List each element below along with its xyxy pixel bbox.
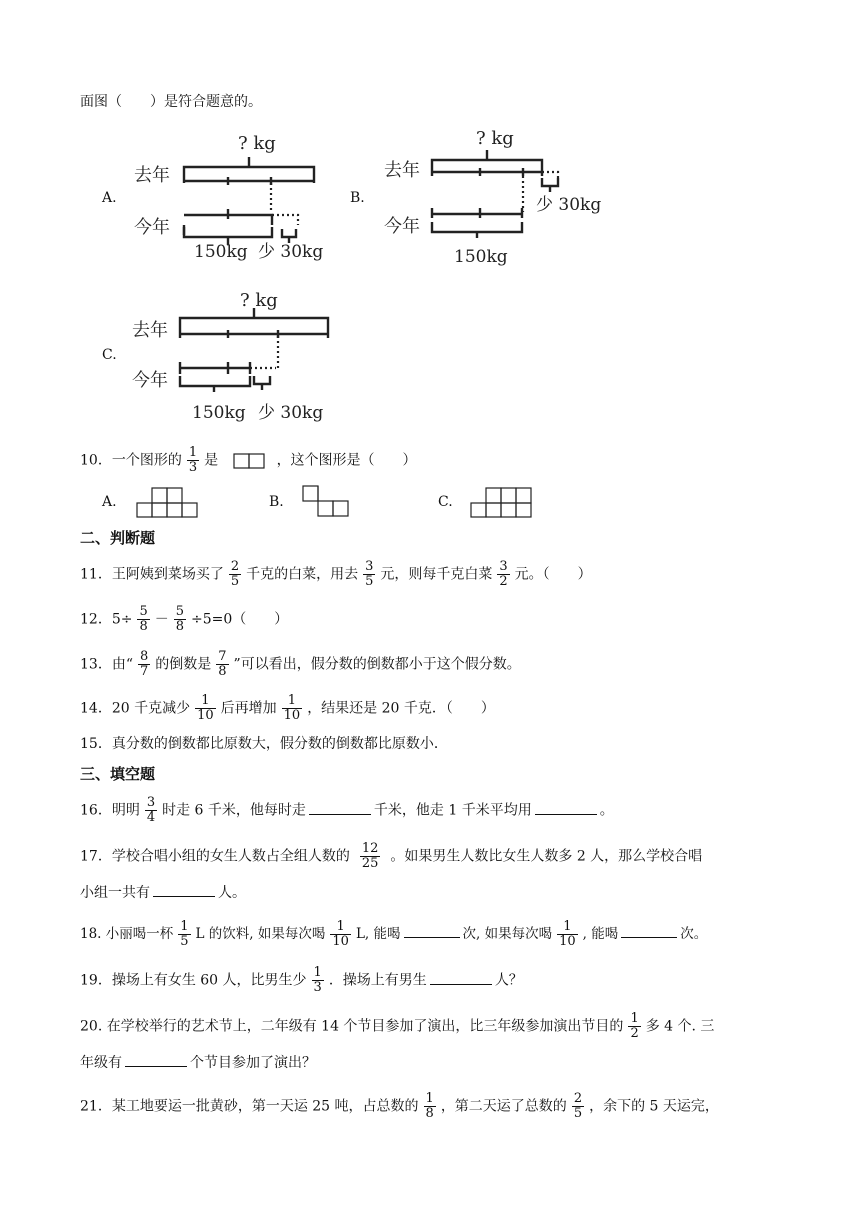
q20-answer-blank[interactable] — [125, 1052, 187, 1067]
q17-line-2 — [80, 882, 246, 903]
frac-den: 2 — [499, 574, 508, 589]
frac-num: 1 — [630, 1011, 639, 1026]
q19-text-1: 19．操场上有女生 60 人，比男生少 — [80, 972, 307, 989]
q20-text-4: 个节目参加了演出？ — [190, 1055, 316, 1071]
q16-answer-blank-1[interactable] — [309, 800, 371, 815]
q19-line — [80, 966, 523, 995]
frac-num: 1 — [425, 1091, 434, 1106]
frac-den: 8 — [175, 619, 185, 634]
q17-fraction-1 — [360, 842, 381, 871]
frac-num: 1 — [336, 919, 345, 934]
q10-option-a-label[interactable]: A. — [102, 494, 117, 510]
q14-text-1: 14．20 千克减少 — [80, 700, 191, 717]
q12-line — [80, 605, 288, 634]
q9-option-b-label[interactable]: B. — [350, 190, 365, 206]
q11-fraction-2 — [363, 560, 375, 589]
q10-prefix: 10．一个图形的 — [80, 452, 182, 469]
frac-den: 8 — [218, 664, 227, 679]
q16-text-2: 时走 6 千米，他每时走 — [162, 802, 306, 819]
q10-suffix: ，这个图形是（ ） — [276, 452, 417, 469]
q18-line — [80, 920, 707, 949]
q19-text-2: ．操场上有男生 — [328, 972, 427, 989]
q17-line-1 — [80, 842, 702, 871]
q14-fraction-1 — [195, 694, 216, 723]
q17-answer-blank[interactable] — [153, 882, 215, 897]
section-3-heading: 三、填空题 — [80, 765, 156, 783]
q14-line — [80, 694, 495, 723]
q9-diagram-b — [380, 122, 620, 272]
diagram-b-this-year-label: 今年 — [384, 216, 420, 237]
diagram-c-150kg-label: 150kg — [192, 403, 246, 423]
q11-text-4: 元。（ ） — [514, 566, 592, 583]
q13-text-2: 的倒数是 — [155, 656, 212, 673]
q9-option-a-label[interactable]: A. — [102, 190, 117, 206]
frac-den: 25 — [361, 856, 379, 871]
q17-text-3: 小组一共有 — [80, 885, 150, 901]
frac-den: 7 — [139, 664, 149, 679]
frac-den: 5 — [365, 574, 374, 589]
q12-text-2: － — [154, 611, 169, 628]
frac-num: 5 — [175, 604, 185, 619]
q20-text-2: 多 4 个. 三 — [645, 1018, 715, 1035]
q19-answer-blank[interactable] — [430, 970, 492, 985]
frac-den: 5 — [230, 574, 240, 589]
frac-den: 5 — [573, 1106, 583, 1121]
q18-text-3: L, 能喝 — [355, 926, 401, 942]
section-2-heading: 二、判断题 — [80, 529, 156, 547]
q21-text-3: ，余下的 5 天运完， — [589, 1098, 719, 1115]
q21-text-1: 21．某工地要运一批黄砂，第一天运 25 吨，占总数的 — [80, 1098, 419, 1115]
diagram-c-less30-label: 少 30kg — [258, 403, 324, 423]
frac-num: 2 — [573, 1091, 583, 1106]
q13-text-3: ”可以看出，假分数的倒数都小于这个假分数。 — [233, 656, 521, 673]
q20-text-1: 20. 在学校举行的艺术节上，二年级有 14 个节目参加了演出，比三年级参加演出节目的 — [80, 1018, 624, 1035]
q9-tail-text: 面图（ ）是符合题意的。 — [80, 94, 262, 110]
q11-text-2: 千克的白菜，用去 — [246, 566, 359, 583]
frac-num: 3 — [365, 559, 374, 574]
q16-line — [80, 796, 614, 825]
diagram-a-less30-label: 少 30kg — [258, 242, 324, 262]
q16-text-3: 千米，他走 1 千米平均用 — [373, 802, 532, 819]
q18-text-2: L 的饮料, 如果每次喝 — [195, 926, 326, 942]
frac-den: 4 — [146, 810, 156, 825]
frac-den: 10 — [283, 708, 301, 723]
diagram-c-question-label: ? kg — [240, 290, 278, 311]
frac-num: 1 — [287, 693, 297, 708]
frac-num: 1 — [180, 919, 189, 934]
frac-num: 1 — [313, 965, 322, 980]
q16-fraction-1 — [145, 796, 157, 825]
q10-option-c-label[interactable]: C. — [438, 494, 453, 510]
q10-option-c-figure — [470, 486, 534, 520]
frac-num: 5 — [139, 604, 148, 619]
q11-text-3: 元，则每千克白菜 — [380, 566, 493, 583]
q16-text-4: 。 — [599, 802, 614, 819]
frac-den: 10 — [197, 708, 214, 723]
frac-den: 10 — [332, 934, 349, 949]
q11-fraction-1 — [229, 560, 241, 589]
q17-text-2: 。如果男生人数比女生人数多 2 人，那么学校合唱 — [390, 848, 703, 865]
q21-fraction-2 — [572, 1092, 584, 1121]
frac-num: 7 — [218, 649, 227, 664]
frac-den: 10 — [559, 934, 576, 949]
q11-line — [80, 560, 592, 589]
frac-den: 3 — [313, 980, 322, 995]
diagram-b-150kg-label: 150kg — [454, 247, 508, 267]
q10-option-b-figure — [302, 484, 352, 520]
diagram-b-last-year-label: 去年 — [384, 160, 420, 181]
frac-den: 2 — [630, 1026, 639, 1041]
q17-text-4: 人。 — [218, 885, 246, 901]
q20-fraction-1 — [628, 1012, 640, 1041]
q13-text-1: 13．由“ — [80, 656, 133, 673]
q11-fraction-3 — [497, 560, 509, 589]
q14-text-3: ，结果还是 20 千克．（ ） — [307, 700, 495, 717]
diagram-a-150kg-label: 150kg — [194, 242, 248, 262]
q18-answer-blank-1[interactable] — [404, 923, 460, 938]
q12-text-3: ÷5=0（ ） — [191, 611, 289, 628]
diagram-c-this-year-label: 今年 — [132, 370, 168, 391]
q17-text-1: 17．学校合唱小组的女生人数占全组人数的 — [80, 848, 350, 865]
frac-num: 3 — [146, 795, 156, 810]
q10-mid: 是 — [204, 452, 219, 469]
diagram-a-this-year-label: 今年 — [134, 217, 170, 238]
q16-text-1: 16．明明 — [80, 802, 140, 819]
frac-num: 3 — [499, 559, 508, 574]
q16-answer-blank-2[interactable] — [535, 800, 597, 815]
q14-fraction-2 — [282, 694, 303, 723]
q10-two-square-figure — [233, 453, 267, 469]
q18-answer-blank-2[interactable] — [621, 923, 677, 938]
frac-den: 5 — [180, 934, 189, 949]
q18-text-1: 18. 小丽喝一杯 — [80, 926, 174, 942]
frac-den: 8 — [139, 619, 148, 634]
q19-text-3: 人？ — [494, 972, 523, 989]
q13-line — [80, 650, 521, 679]
frac-num: 8 — [139, 649, 149, 664]
q12-fraction-1 — [137, 605, 149, 634]
q20-line-2 — [80, 1052, 316, 1073]
q18-fraction-3 — [557, 920, 578, 949]
diagram-b-question-label: ? kg — [476, 128, 514, 149]
q10-frac-den: 3 — [188, 460, 198, 475]
frac-num: 2 — [230, 559, 240, 574]
q9-option-c-label[interactable]: C. — [102, 347, 117, 363]
q14-text-2: 后再增加 — [220, 700, 277, 717]
q21-line — [80, 1092, 719, 1121]
diagram-c-last-year-label: 去年 — [132, 320, 168, 341]
q11-text-1: 11．王阿姨到菜场买了 — [80, 566, 224, 583]
q15-line: 15．真分数的倒数都比原数大，假分数的倒数都比原数小． — [80, 736, 448, 752]
q18-text-6: 次。 — [680, 926, 708, 942]
q9-diagram-c — [128, 282, 348, 432]
q10-line — [80, 446, 417, 475]
q18-fraction-1 — [178, 920, 190, 949]
q21-fraction-1 — [424, 1092, 436, 1121]
q13-fraction-2 — [216, 650, 228, 679]
q12-fraction-2 — [174, 605, 186, 634]
q10-option-a-figure — [136, 486, 200, 520]
q20-line-1 — [80, 1012, 714, 1041]
q18-fraction-2 — [330, 920, 351, 949]
q9-diagram-a — [128, 125, 328, 265]
q12-text-1: 12．5÷ — [80, 611, 133, 628]
frac-num: 1 — [201, 693, 210, 708]
q10-fraction — [187, 446, 199, 475]
frac-num: 1 — [563, 919, 572, 934]
q10-option-b-label[interactable]: B. — [269, 494, 284, 510]
q21-text-2: ，第二天运了总数的 — [440, 1098, 567, 1115]
diagram-a-last-year-label: 去年 — [134, 165, 170, 186]
q18-text-4: 次, 如果每次喝 — [462, 926, 553, 942]
frac-num: 12 — [361, 841, 379, 856]
frac-den: 8 — [425, 1106, 434, 1121]
q19-fraction-1 — [312, 966, 324, 995]
q20-text-3: 年级有 — [80, 1055, 122, 1071]
q10-frac-num: 1 — [188, 445, 198, 460]
diagram-b-less30-label: 少 30kg — [536, 195, 602, 215]
diagram-a-question-label: ? kg — [238, 133, 276, 154]
q18-text-5: , 能喝 — [582, 926, 619, 942]
q13-fraction-1 — [138, 650, 150, 679]
